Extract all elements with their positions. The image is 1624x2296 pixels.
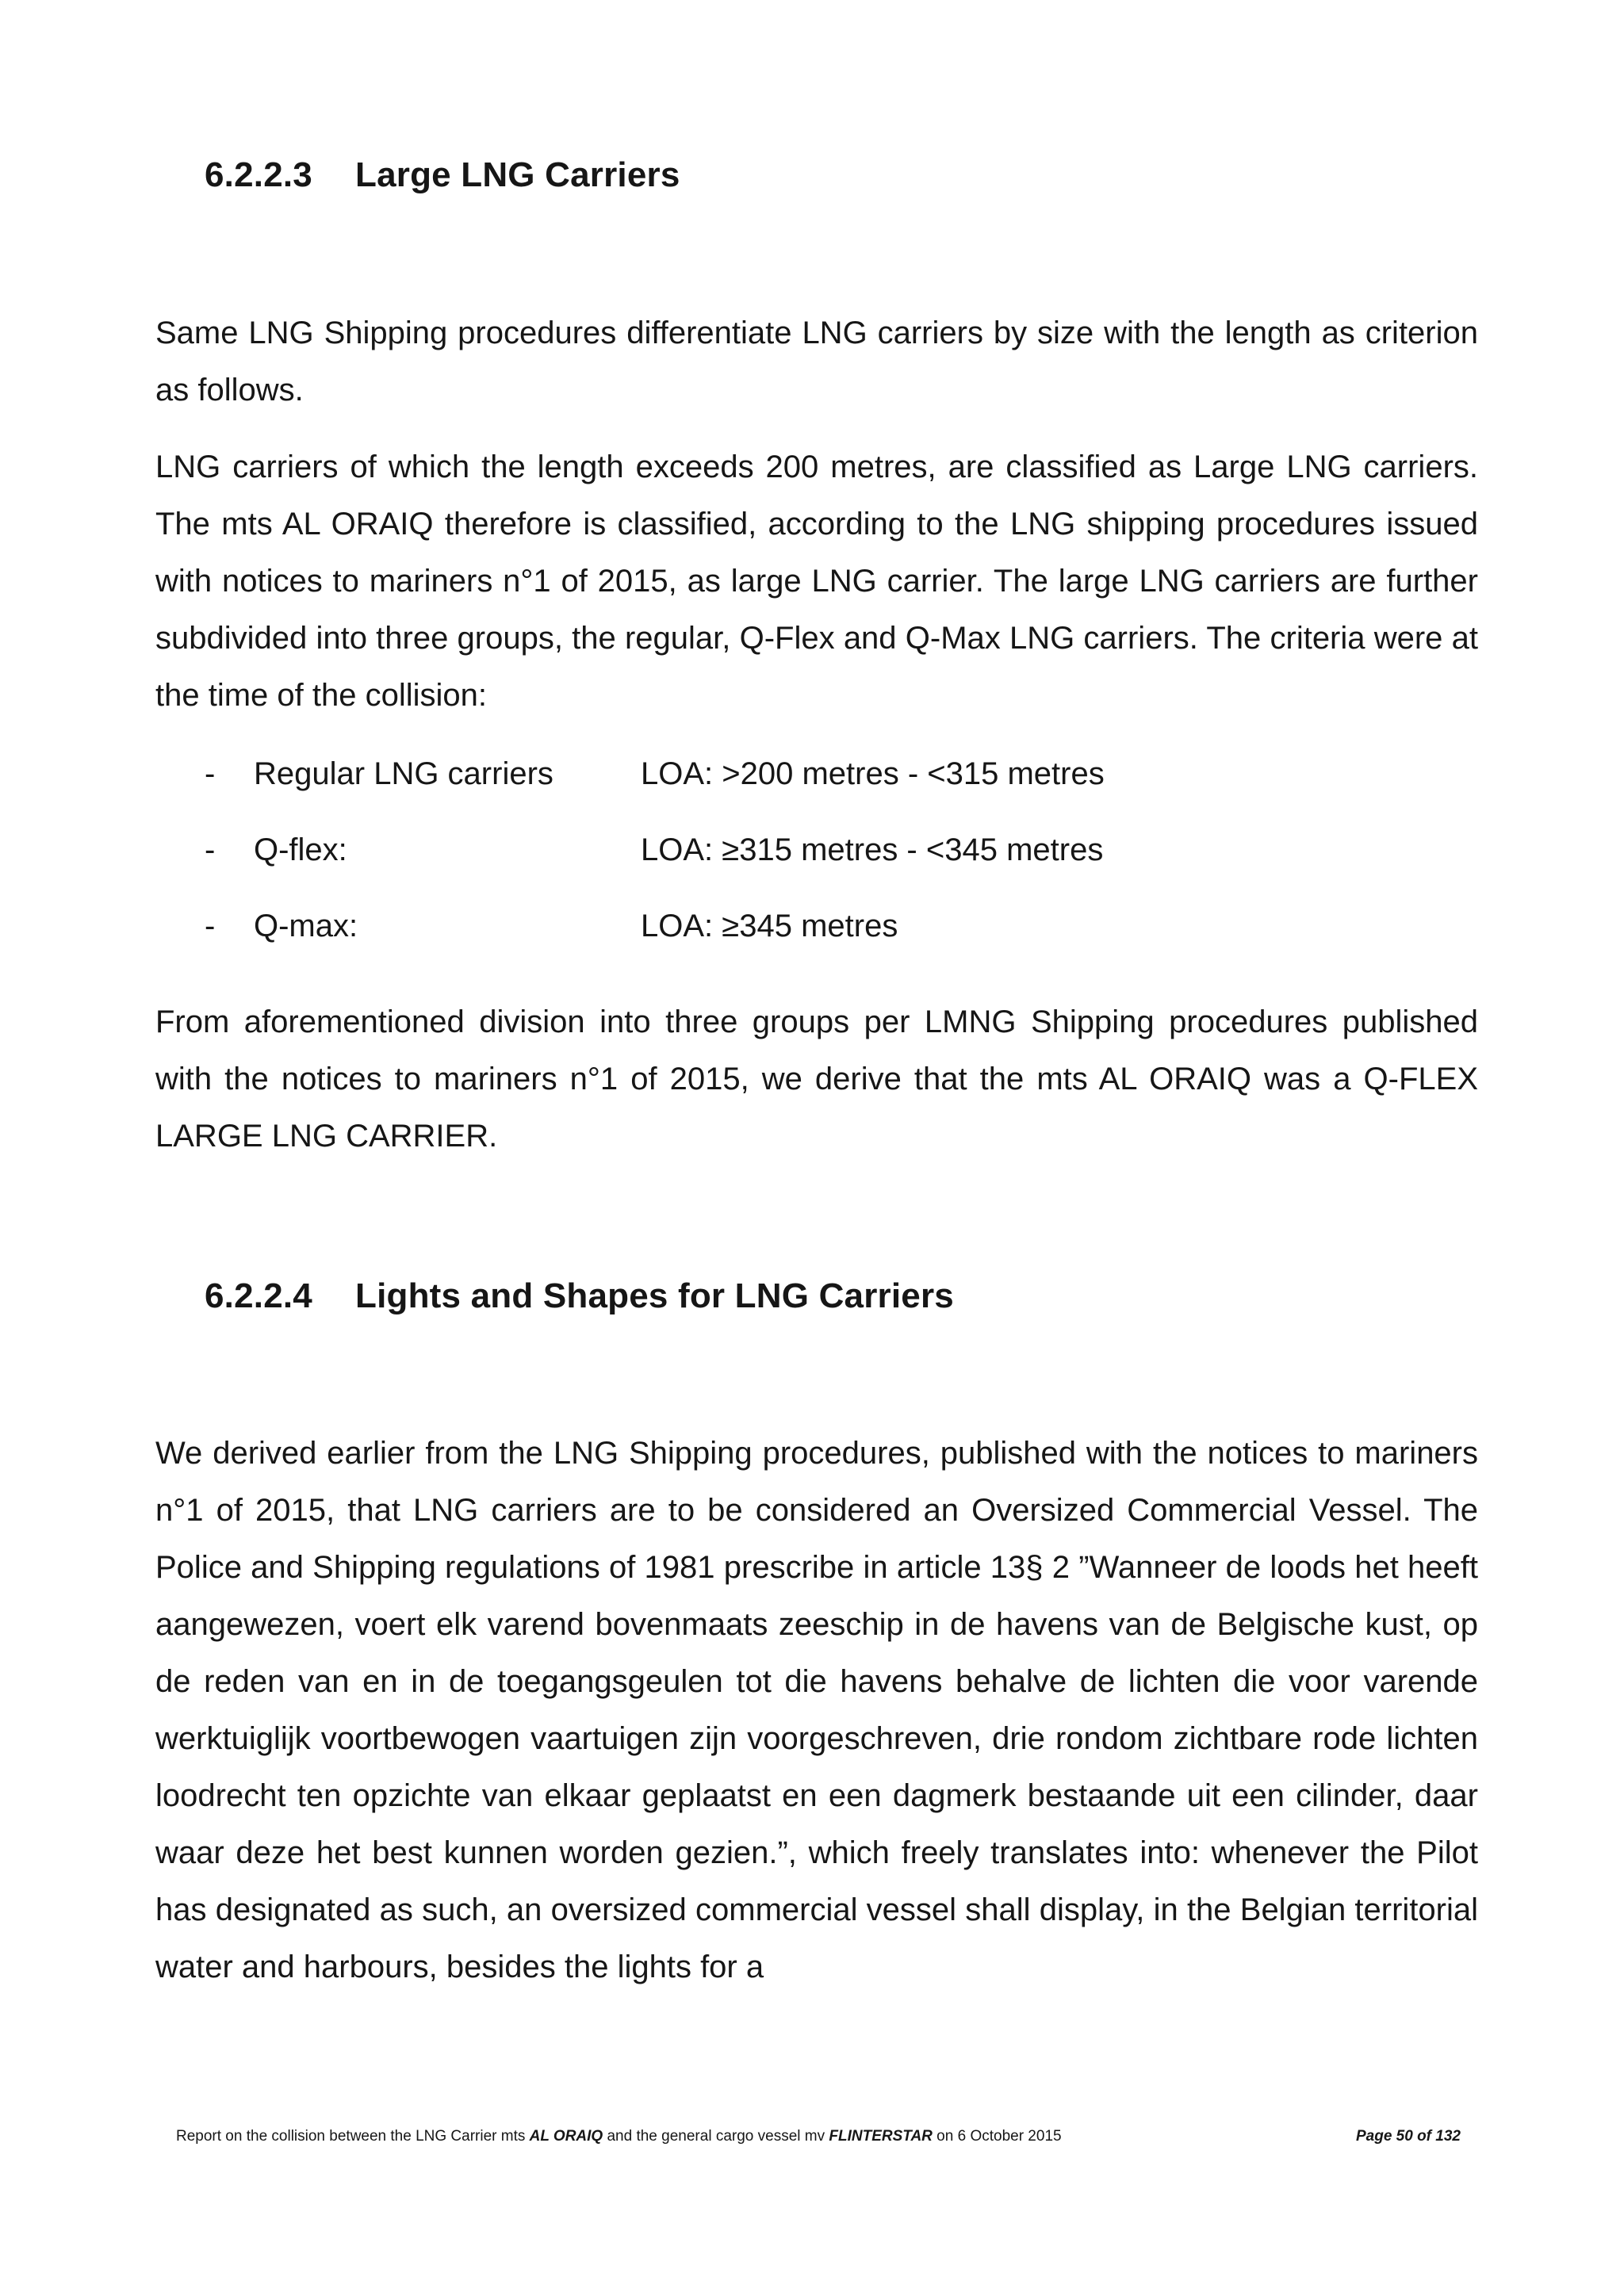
section-heading-lights-and-shapes <box>205 1276 954 1316</box>
section-heading-large-lng-carriers <box>205 155 680 195</box>
list-item <box>155 897 1478 974</box>
list-dash: - <box>205 909 216 943</box>
list-item <box>155 821 1478 897</box>
list-value: LOA: >200 metres - <315 metres <box>641 756 1105 791</box>
list-value: LOA: ≥315 metres - <345 metres <box>641 832 1104 867</box>
section-number: 6.2.2.3 <box>205 155 312 194</box>
paragraph-size-criterion: Same LNG Shipping procedures differentiate LNG carriers by size with the length as criterion as follows. <box>155 316 1478 408</box>
page-number: Page 50 of 132 <box>1355 2128 1461 2145</box>
lng-carrier-size-list <box>155 745 1478 974</box>
list-item <box>155 745 1478 821</box>
section-title: Large LNG Carriers <box>355 155 680 194</box>
list-term: Q-max: <box>254 909 358 943</box>
list-dash: - <box>205 756 216 791</box>
list-value: LOA: ≥345 metres <box>641 909 898 943</box>
footer-text: and the general cargo vessel mv <box>603 2128 829 2145</box>
paragraph-q-flex-conclusion: From aforementioned division into three groups per LMNG Shipping procedures published with the notices to mariners n°1 of 2015, we derive that the mts AL ORAIQ was a Q-FLEX LARGE LNG CARRIER. <box>155 1004 1478 1154</box>
paragraph-large-lng-classification: LNG carriers of which the length exceeds 200 metres, are classified as Large LNG carriers. The mts AL ORAIQ therefore is classified, according to the LNG shipping procedures issued with notices to mariners n°1 of 2015, as large LNG carrier. The large LNG carriers are further subdivided into three groups, the regular, Q-Flex and Q-Max LNG carriers. The criteria were at the time of the collision: <box>155 450 1478 713</box>
list-dash: - <box>205 832 216 867</box>
section-title: Lights and Shapes for LNG Carriers <box>355 1276 954 1315</box>
footer-report-title <box>176 2128 1062 2145</box>
list-term: Regular LNG carriers <box>254 756 553 791</box>
footer-ship-name: FLINTERSTAR <box>829 2128 933 2145</box>
section-number: 6.2.2.4 <box>205 1276 312 1315</box>
paragraph-lights-and-shapes: We derived earlier from the LNG Shipping procedures, published with the notices to mariners n°1 of 2015, that LNG carriers are to be considered an Oversized Commercial Vessel. The Police and Shipping regulations of 1981 prescribe in article 13§ 2 ”Wanneer de loods het heeft aangewezen, voert elk varend bovenmaats zeeschip in de havens van de Belgische kust, op de reden van en in de toegangsgeulen tot die havens behalve de lichten die voor varende werktuiglijk voortbewogen vaartuigen zijn voorgeschreven, drie rondom zichtbare rode lichten loodrecht ten opzichte van elkaar geplaatst en een dagmerk bestaande uit een cilinder, daar waar deze het best kunnen worden gezien.”, which freely translates into: whenever the Pilot has designated as such, an oversized commercial vessel shall display, in the Belgian territorial water and harbours, besides the lights for a <box>155 1436 1478 1984</box>
footer-ship-name: AL ORAIQ <box>529 2128 603 2145</box>
list-term: Q-flex: <box>254 832 347 867</box>
footer-text: on 6 October 2015 <box>932 2128 1062 2145</box>
footer-text: Report on the collision between the LNG Carrier mts <box>176 2128 530 2145</box>
